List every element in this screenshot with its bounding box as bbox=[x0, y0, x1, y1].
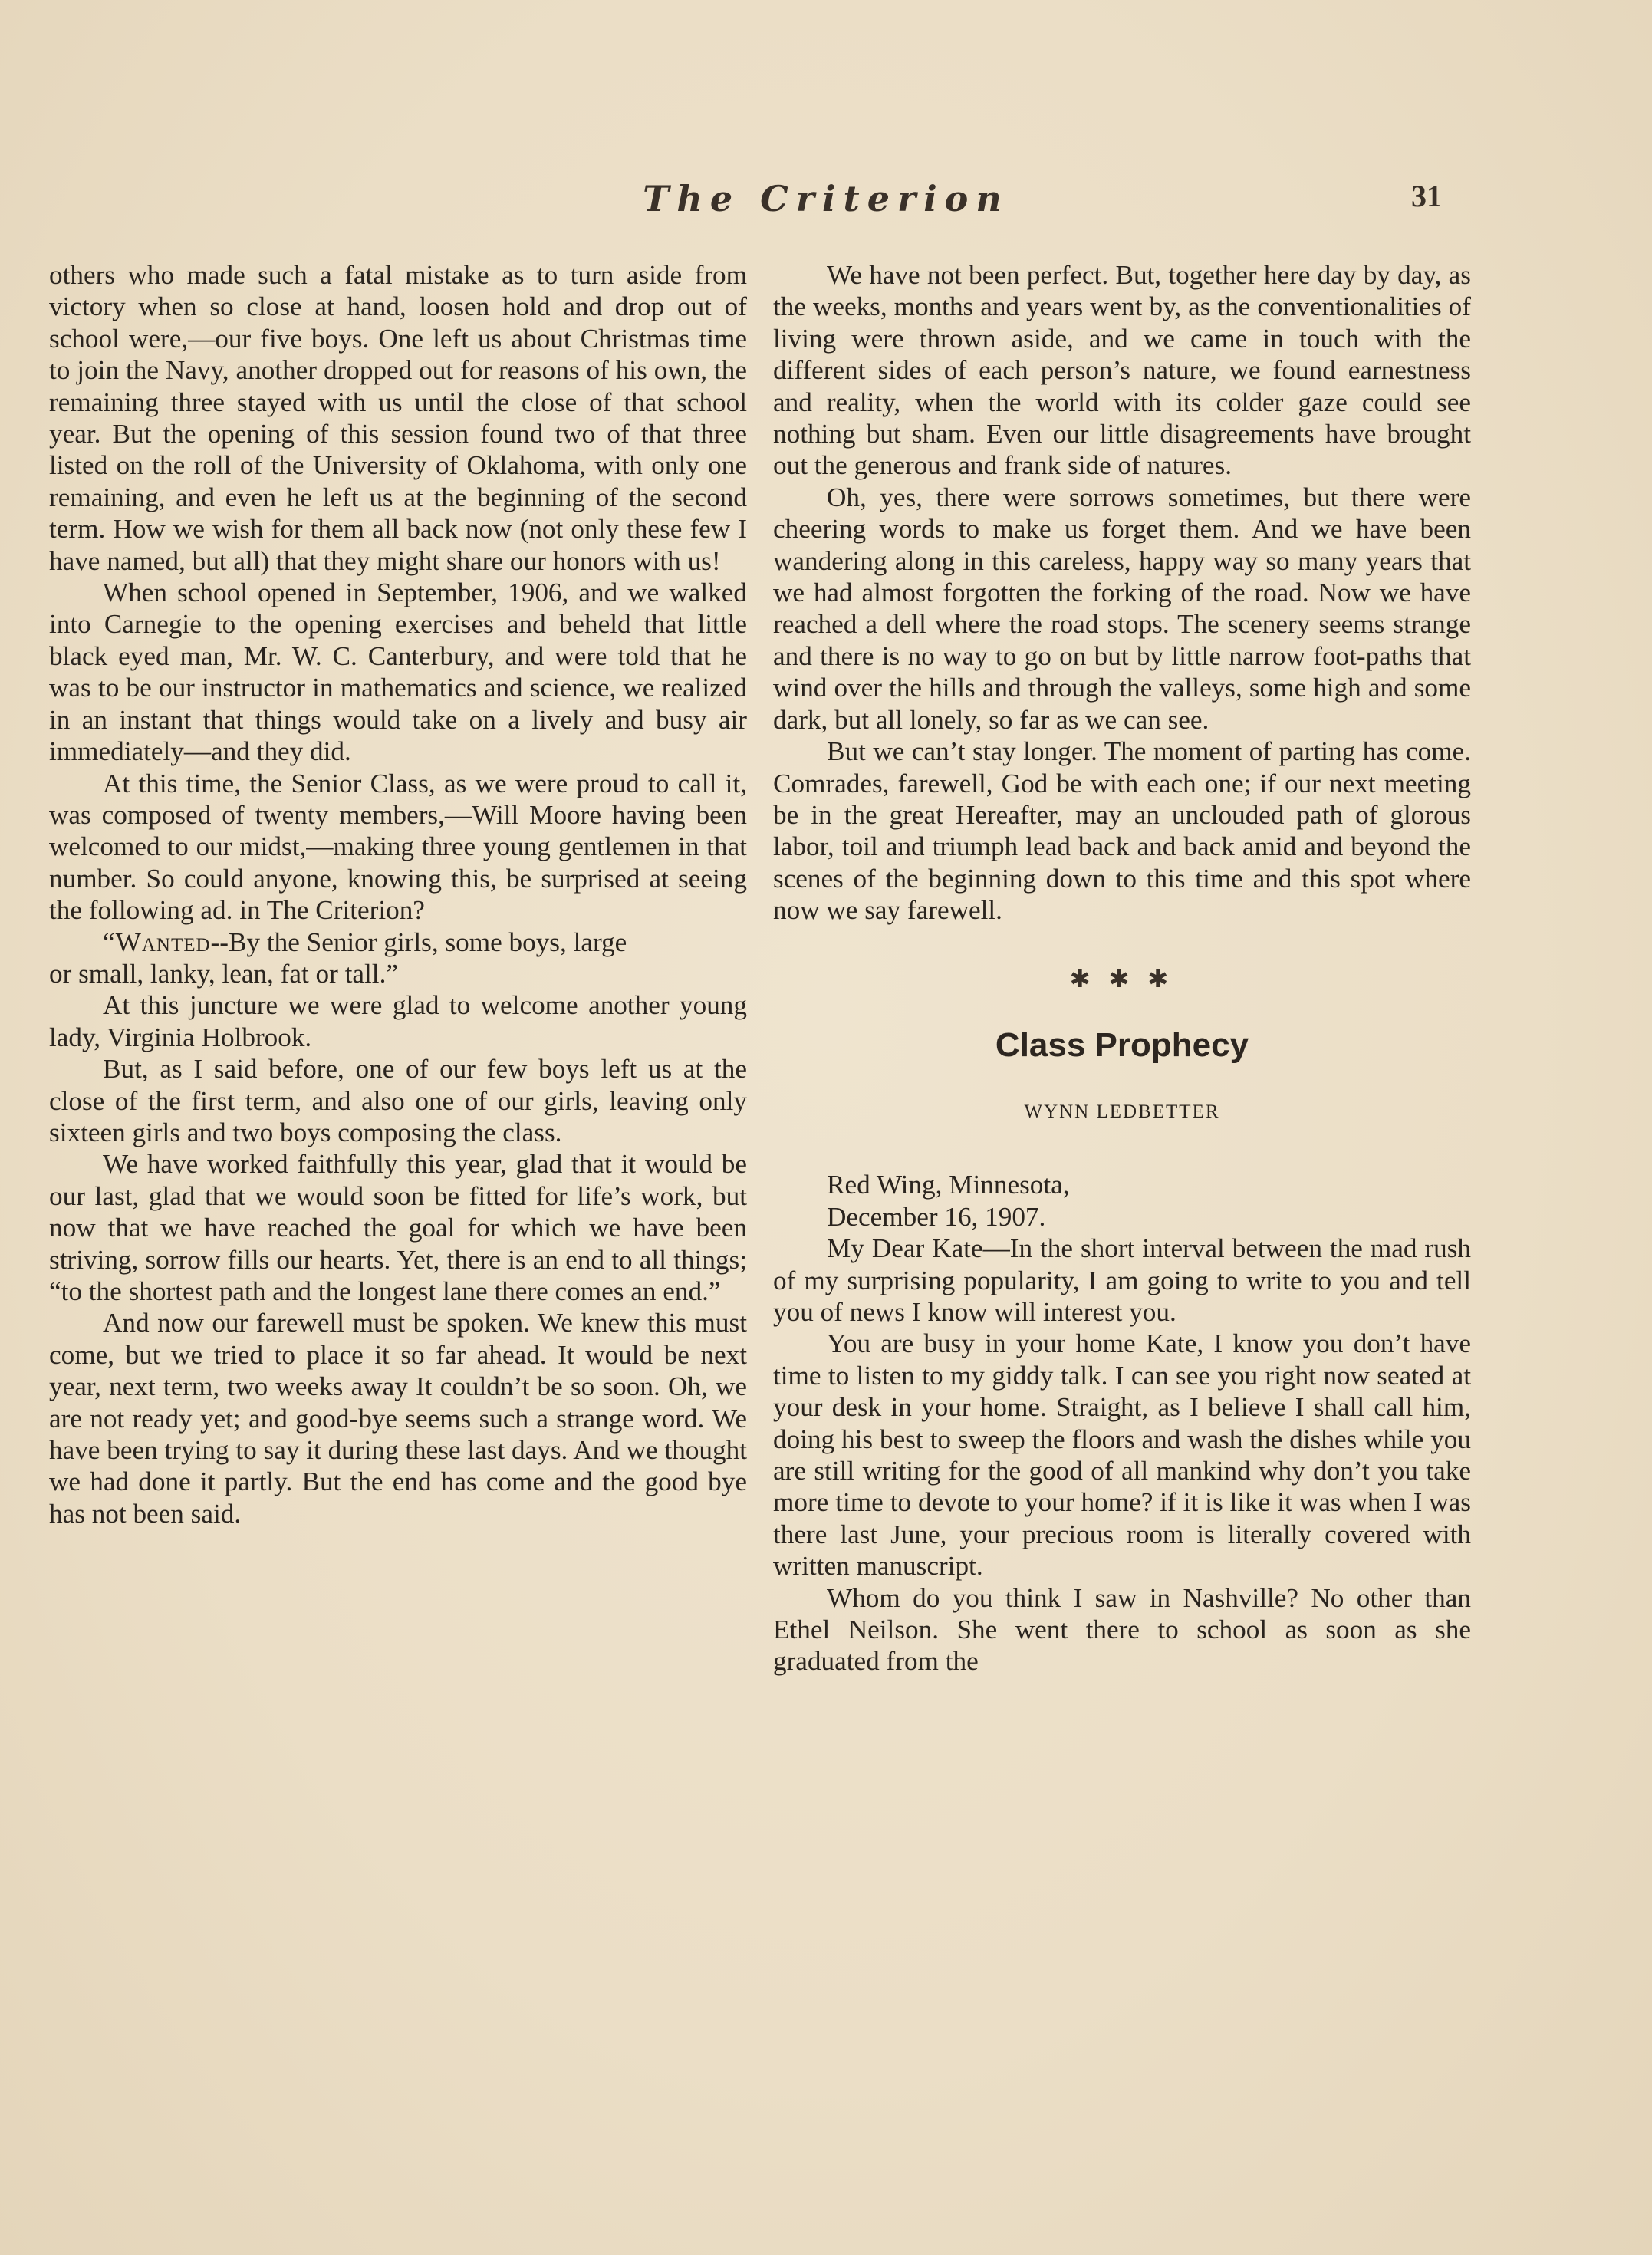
left-paragraph-5: But, as I said before, one of our few boys left us at the close of the first term, and also one of our girls, leaving only sixteen girls and two boys composing the class. bbox=[49, 1054, 747, 1147]
left-column bbox=[49, 259, 747, 1529]
wanted-ad-text: --By the Senior girls, some boys, large or small, lanky, lean, fat or tall.” bbox=[49, 927, 627, 989]
author-byline: WYNN LEDBETTER bbox=[1024, 1101, 1220, 1122]
right-paragraph-6: Whom do you think I saw in Nashville? No other than Ethel Neilson. She went there to school as soon as she graduated from the bbox=[773, 1582, 1471, 1677]
section-separator: ✱ ✱ ✱ bbox=[1069, 964, 1175, 993]
left-paragraph-2: When school opened in September, 1906, and we walked into Carnegie to the opening exercises and beheld that little black eyed man, Mr. W. C. Canterbury, and were told that he was to be our instructor in mathematics and science, we realized in an instant that things would take on a lively and busy air immediately—and they did. bbox=[49, 578, 747, 767]
right-paragraph-2: Oh, yes, there were sorrows sometimes, but there were cheering words to make us forget them. And we have been wandering along in this careless, happy way so many years that we had almost forgotten the forking of the road. Now we have reached a dell where the road stops. The scenery seems strange and there is no way to go on but by little narrow foot-paths that wind over the hills and through the valleys, some high and some dark, but all lonely, so far as we can see. bbox=[773, 482, 1471, 735]
left-paragraph-3: At this time, the Senior Class, as we were proud to call it, was composed of twenty members,—Will Moore having been welcomed to our midst,—making three young gentlemen in that number. So could anyone, knowing this, be surprised at seeing the following ad. in The Criterion? bbox=[49, 768, 747, 926]
right-paragraph-4: My Dear Kate—In the short interval between the mad rush of my surprising popularity, I am going to write to you and tell you of news I know will interest you. bbox=[773, 1233, 1471, 1327]
right-paragraph-1: We have not been perfect. But, together here day by day, as the weeks, months and years went by, as the conventionalities of living were thrown aside, and we came in touch with the different sides of each person’s nature, we found earnestness and reality, when the world with its colder gaze could see nothing but sham. Even our little disagreements have brought out the generous and frank side of natures. bbox=[773, 260, 1471, 481]
right-column bbox=[773, 259, 1471, 1677]
wanted-ad-quote bbox=[49, 927, 632, 990]
letter-place: Red Wing, Minnesota, bbox=[827, 1170, 1070, 1200]
page-number: 31 bbox=[1411, 179, 1442, 213]
right-paragraph-3: But we can’t stay longer. The moment of parting has come. Comrades, farewell, God be with each one; if our next meeting be in the great Hereafter, may an unclouded path of glorous labor, toil and triumph lead back and back amid and beyond the scenes of the beginning down to this time and this spot where now we say farewell. bbox=[773, 736, 1471, 926]
section-title: Class Prophecy bbox=[995, 1025, 1249, 1064]
letter-date: December 16, 1907. bbox=[827, 1201, 1046, 1232]
wanted-ad-lead: “Wanted bbox=[103, 927, 211, 957]
running-title: The Criterion bbox=[643, 178, 1009, 219]
left-paragraph-7: And now our farewell must be spoken. We knew this must come, but we tried to place it so far ahead. It would be next year, next term, two weeks away It couldn’t be so soon. Oh, we are not ready yet; and good-bye seems such a strange word. We have been trying to say it during these last days. And we thought we had done it partly. But the end has come and the good bye has not been said. bbox=[49, 1308, 747, 1529]
left-paragraph-4: At this juncture we were glad to welcome another young lady, Virginia Holbrook. bbox=[49, 990, 747, 1052]
right-paragraph-5: You are busy in your home Kate, I know you don’t have time to listen to my giddy talk. I can see you right now seated at your desk in your home. Straight, as I believe I shall call him, doing his best to sweep the floors and wash the dishes while you are still writing for the good of all mankind why don’t you take more time to devote to your home? if it is like it was when I was there last June, your precious room is literally covered with written manuscript. bbox=[773, 1328, 1471, 1582]
left-paragraph-1: others who made such a fatal mistake as to turn aside from victory when so close at hand, loosen hold and drop out of school were,—our five boys. One left us about Christmas time to join the Navy, another dropped out for reasons of his own, the remaining three stayed with us until the close of that school year. But the opening of this session found two of that three listed on the roll of the University of Oklahoma, with only one remaining, and even he left us at the beginning of the second term. How we wish for them all back now (not only these few I have named, but all) that they might share our honors with us! bbox=[49, 260, 747, 576]
left-paragraph-6: We have worked faithfully this year, glad that it would be our last, glad that we would soon be fitted for life’s work, but now that we have reached the goal for which we have been striving, sorrow fills our hearts. Yet, there is an end to all things; “to the shortest path and the longest lane there comes an end.” bbox=[49, 1149, 747, 1306]
page-header bbox=[0, 178, 1652, 232]
